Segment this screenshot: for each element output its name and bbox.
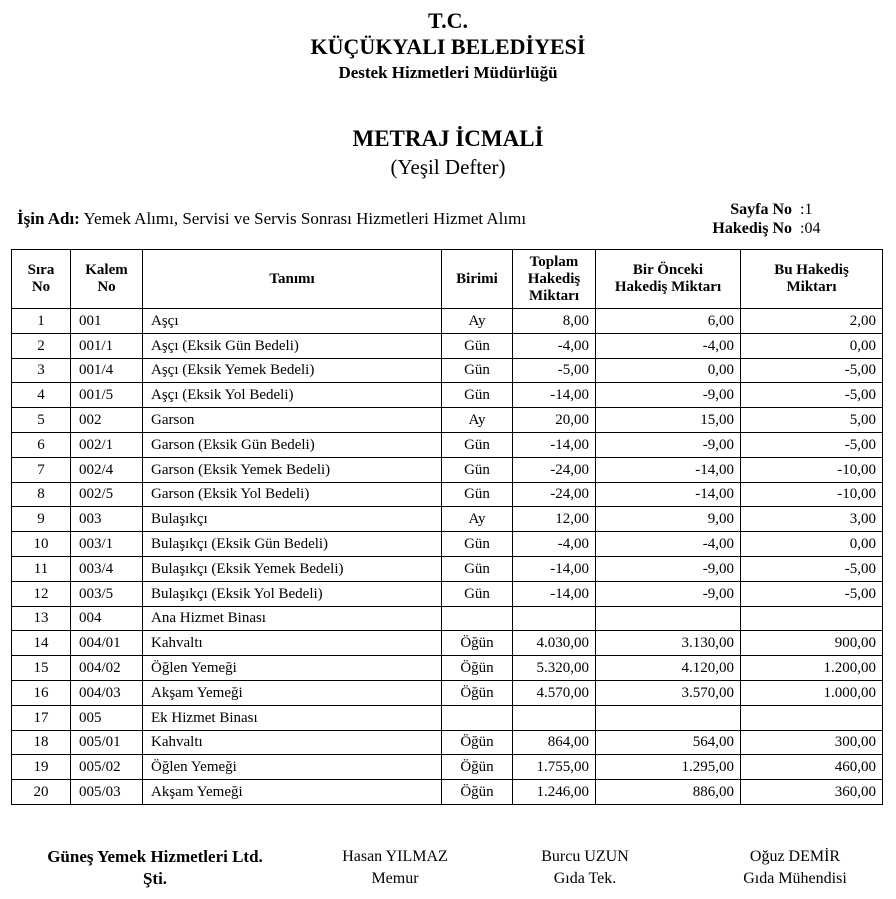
cell-sira-no: 6: [12, 432, 71, 457]
header-toplam-hakedis: Toplam Hakediş Miktarı: [513, 250, 596, 309]
cell-sira-no: 14: [12, 631, 71, 656]
cell-birimi: Ay: [442, 507, 513, 532]
cell-sira-no: 9: [12, 507, 71, 532]
cell-tanimi: Garson (Eksik Yol Bedeli): [143, 482, 442, 507]
cell-toplam: 8,00: [513, 309, 596, 334]
table-row: [12, 680, 883, 705]
cell-tanimi: Öğlen Yemeği: [143, 755, 442, 780]
cell-birimi: Gün: [442, 532, 513, 557]
cell-onceki: -9,00: [596, 383, 741, 408]
cell-tanimi: Ana Hizmet Binası: [143, 606, 442, 631]
cell-tanimi: Bulaşıkçı (Eksik Gün Bedeli): [143, 532, 442, 557]
cell-toplam: -14,00: [513, 383, 596, 408]
cell-tanimi: Akşam Yemeği: [143, 780, 442, 805]
table-row: [12, 482, 883, 507]
cell-onceki: [596, 705, 741, 730]
metraj-table: [11, 249, 883, 805]
cell-toplam: 864,00: [513, 730, 596, 755]
cell-sira-no: 18: [12, 730, 71, 755]
cell-sira-no: 8: [12, 482, 71, 507]
cell-onceki: 3.570,00: [596, 680, 741, 705]
cell-birimi: Gün: [442, 457, 513, 482]
cell-birimi: Gün: [442, 432, 513, 457]
table-row: [12, 755, 883, 780]
cell-sira-no: 13: [12, 606, 71, 631]
cell-tanimi: Aşçı (Eksik Yol Bedeli): [143, 383, 442, 408]
cell-kalem-no: 001/1: [71, 333, 143, 358]
cell-tanimi: Aşçı (Eksik Gün Bedeli): [143, 333, 442, 358]
cell-onceki: 564,00: [596, 730, 741, 755]
cell-birimi: Öğün: [442, 755, 513, 780]
cell-onceki: -14,00: [596, 457, 741, 482]
signature-title: Memur: [371, 870, 419, 887]
cell-toplam: -5,00: [513, 358, 596, 383]
signature-officer: [320, 846, 470, 890]
cell-tanimi: Ek Hizmet Binası: [143, 705, 442, 730]
cell-bu: 3,00: [741, 507, 883, 532]
cell-bu: 0,00: [741, 532, 883, 557]
cell-bu: 0,00: [741, 333, 883, 358]
cell-kalem-no: 004/03: [71, 680, 143, 705]
table-header-row: [12, 250, 883, 309]
cell-onceki: -9,00: [596, 432, 741, 457]
table-row: [12, 780, 883, 805]
table-row: [12, 705, 883, 730]
header-bu-hakedis: Bu Hakediş Miktarı: [741, 250, 883, 309]
cell-sira-no: 15: [12, 656, 71, 681]
cell-kalem-no: 002: [71, 408, 143, 433]
cell-bu: -5,00: [741, 383, 883, 408]
job-name: [17, 209, 526, 229]
header-sira-no: Sıra No: [12, 250, 71, 309]
cell-toplam: -4,00: [513, 333, 596, 358]
meta-info: [680, 201, 820, 239]
document-title: METRAJ İCMALİ: [352, 126, 544, 151]
cell-toplam: 5.320,00: [513, 656, 596, 681]
cell-birimi: Öğün: [442, 656, 513, 681]
cell-kalem-no: 005: [71, 705, 143, 730]
table-row: [12, 383, 883, 408]
cell-kalem-no: 002/4: [71, 457, 143, 482]
cell-tanimi: Garson (Eksik Yemek Bedeli): [143, 457, 442, 482]
cell-tanimi: Bulaşıkçı: [143, 507, 442, 532]
cell-birimi: Öğün: [442, 680, 513, 705]
cell-onceki: -9,00: [596, 581, 741, 606]
page-number-label: Sayfa No: [730, 201, 792, 218]
cell-onceki: 4.120,00: [596, 656, 741, 681]
cell-onceki: 15,00: [596, 408, 741, 433]
cell-kalem-no: 003/1: [71, 532, 143, 557]
cell-toplam: 4.570,00: [513, 680, 596, 705]
cell-sira-no: 19: [12, 755, 71, 780]
header-onceki-hakedis: Bir Önceki Hakediş Miktarı: [596, 250, 741, 309]
table-row: [12, 309, 883, 334]
cell-birimi: Gün: [442, 482, 513, 507]
cell-toplam: 4.030,00: [513, 631, 596, 656]
table-row: [12, 532, 883, 557]
cell-kalem-no: 002/1: [71, 432, 143, 457]
cell-bu: 300,00: [741, 730, 883, 755]
cell-bu: -10,00: [741, 457, 883, 482]
header-municipality: KÜÇÜKYALI BELEDİYESİ: [310, 34, 586, 59]
cell-onceki: 6,00: [596, 309, 741, 334]
table-row: [12, 606, 883, 631]
cell-onceki: -4,00: [596, 333, 741, 358]
table-row: [12, 432, 883, 457]
cell-kalem-no: 004/01: [71, 631, 143, 656]
table-row: [12, 656, 883, 681]
cell-sira-no: 16: [12, 680, 71, 705]
table-row: [12, 581, 883, 606]
cell-sira-no: 3: [12, 358, 71, 383]
document-subtitle: (Yeşil Defter): [390, 155, 506, 179]
header-tanimi: Tanımı: [143, 250, 442, 309]
cell-kalem-no: 005/03: [71, 780, 143, 805]
cell-tanimi: Akşam Yemeği: [143, 680, 442, 705]
cell-toplam: -14,00: [513, 432, 596, 457]
signature-company: [30, 846, 280, 890]
cell-bu: 1.200,00: [741, 656, 883, 681]
cell-onceki: 0,00: [596, 358, 741, 383]
cell-bu: 1.000,00: [741, 680, 883, 705]
cell-tanimi: Bulaşıkçı (Eksik Yol Bedeli): [143, 581, 442, 606]
cell-kalem-no: 001: [71, 309, 143, 334]
cell-toplam: 1.246,00: [513, 780, 596, 805]
cell-bu: -5,00: [741, 432, 883, 457]
table-row: [12, 358, 883, 383]
cell-tanimi: Kahvaltı: [143, 631, 442, 656]
signature-name: Hasan YILMAZ: [342, 848, 448, 865]
cell-kalem-no: 001/4: [71, 358, 143, 383]
cell-sira-no: 12: [12, 581, 71, 606]
cell-bu: -5,00: [741, 556, 883, 581]
cell-toplam: -24,00: [513, 482, 596, 507]
cell-kalem-no: 003/4: [71, 556, 143, 581]
cell-birimi: Gün: [442, 556, 513, 581]
cell-bu: 900,00: [741, 631, 883, 656]
job-label: İşin Adı:: [17, 209, 80, 228]
signature-title: Gıda Mühendisi: [743, 870, 847, 887]
cell-birimi: Ay: [442, 408, 513, 433]
cell-bu: 2,00: [741, 309, 883, 334]
cell-onceki: -9,00: [596, 556, 741, 581]
cell-onceki: [596, 606, 741, 631]
cell-birimi: Gün: [442, 333, 513, 358]
header-birimi: Birimi: [442, 250, 513, 309]
cell-onceki: -14,00: [596, 482, 741, 507]
cell-kalem-no: 003/5: [71, 581, 143, 606]
cell-sira-no: 7: [12, 457, 71, 482]
cell-birimi: [442, 705, 513, 730]
cell-tanimi: Bulaşıkçı (Eksik Yemek Bedeli): [143, 556, 442, 581]
cell-kalem-no: 001/5: [71, 383, 143, 408]
cell-bu: -10,00: [741, 482, 883, 507]
signature-name: Burcu UZUN: [541, 848, 629, 865]
cell-tanimi: Aşçı (Eksik Yemek Bedeli): [143, 358, 442, 383]
signature-name: Oğuz DEMİR: [749, 848, 841, 865]
table-row: [12, 631, 883, 656]
cell-sira-no: 2: [12, 333, 71, 358]
cell-tanimi: Öğlen Yemeği: [143, 656, 442, 681]
table-row: [12, 507, 883, 532]
progress-number-label: Hakediş No: [712, 220, 792, 237]
header-department: Destek Hizmetleri Müdürlüğü: [338, 63, 558, 82]
cell-bu: 5,00: [741, 408, 883, 433]
cell-sira-no: 20: [12, 780, 71, 805]
job-value: Yemek Alımı, Servisi ve Servis Sonrası Hizmetleri Hizmet Alımı: [83, 209, 527, 228]
cell-kalem-no: 004/02: [71, 656, 143, 681]
cell-kalem-no: 005/02: [71, 755, 143, 780]
signature-food-engineer: [700, 846, 890, 890]
cell-tanimi: Aşçı: [143, 309, 442, 334]
cell-sira-no: 17: [12, 705, 71, 730]
cell-birimi: [442, 606, 513, 631]
cell-bu: 360,00: [741, 780, 883, 805]
cell-kalem-no: 002/5: [71, 482, 143, 507]
cell-bu: [741, 705, 883, 730]
cell-sira-no: 10: [12, 532, 71, 557]
cell-sira-no: 5: [12, 408, 71, 433]
table-row: [12, 556, 883, 581]
cell-tanimi: Garson (Eksik Gün Bedeli): [143, 432, 442, 457]
header-tc: T.C.: [428, 8, 468, 33]
signature-title: Gıda Tek.: [553, 870, 617, 887]
cell-bu: 460,00: [741, 755, 883, 780]
progress-number-value: :04: [800, 220, 821, 237]
cell-toplam: -14,00: [513, 556, 596, 581]
cell-onceki: 3.130,00: [596, 631, 741, 656]
cell-birimi: Öğün: [442, 780, 513, 805]
cell-birimi: Gün: [442, 358, 513, 383]
page-number-value: :1: [800, 201, 813, 218]
cell-onceki: 886,00: [596, 780, 741, 805]
cell-sira-no: 1: [12, 309, 71, 334]
cell-toplam: -4,00: [513, 532, 596, 557]
cell-sira-no: 11: [12, 556, 71, 581]
cell-onceki: -4,00: [596, 532, 741, 557]
cell-tanimi: Kahvaltı: [143, 730, 442, 755]
table-row: [12, 333, 883, 358]
cell-bu: [741, 606, 883, 631]
cell-toplam: 20,00: [513, 408, 596, 433]
signature-name: Güneş Yemek Hizmetleri Ltd.: [47, 847, 263, 866]
cell-kalem-no: 003: [71, 507, 143, 532]
cell-birimi: Ay: [442, 309, 513, 334]
cell-bu: -5,00: [741, 581, 883, 606]
cell-kalem-no: 004: [71, 606, 143, 631]
table-row: [12, 730, 883, 755]
table-row: [12, 408, 883, 433]
cell-birimi: Öğün: [442, 730, 513, 755]
cell-onceki: 9,00: [596, 507, 741, 532]
cell-bu: -5,00: [741, 358, 883, 383]
cell-birimi: Gün: [442, 383, 513, 408]
cell-birimi: Gün: [442, 581, 513, 606]
cell-toplam: [513, 606, 596, 631]
cell-toplam: -14,00: [513, 581, 596, 606]
cell-birimi: Öğün: [442, 631, 513, 656]
cell-toplam: [513, 705, 596, 730]
signature-title: Şti.: [142, 869, 168, 888]
cell-toplam: 1.755,00: [513, 755, 596, 780]
signature-food-tech: [510, 846, 660, 890]
cell-kalem-no: 005/01: [71, 730, 143, 755]
header-kalem-no: Kalem No: [71, 250, 143, 309]
cell-onceki: 1.295,00: [596, 755, 741, 780]
cell-toplam: 12,00: [513, 507, 596, 532]
cell-toplam: -24,00: [513, 457, 596, 482]
table-row: [12, 457, 883, 482]
cell-sira-no: 4: [12, 383, 71, 408]
cell-tanimi: Garson: [143, 408, 442, 433]
